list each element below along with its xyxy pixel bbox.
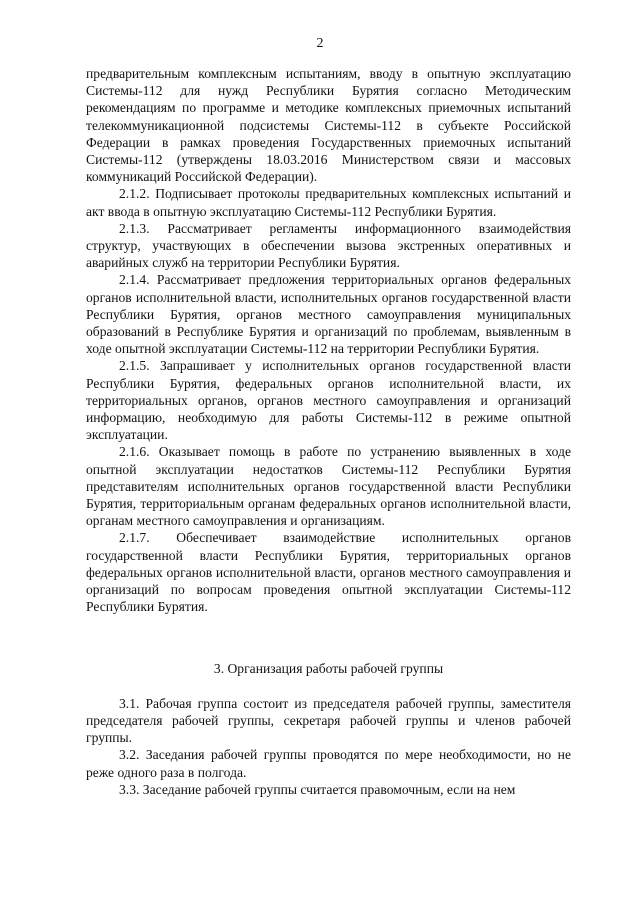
section-title: 3. Организация работы рабочей группы bbox=[213, 660, 444, 676]
page-number: 2 bbox=[316, 36, 324, 51]
paragraph-3-1: 3.1. Рабочая группа состоит из председателя рабочей группы, заместителя председателя рабочей группы, секретаря рабочей группы и членов рабочей группы. bbox=[86, 695, 571, 746]
paragraph-2-1-5: 2.1.5. Запрашивает у исполнительных органов государственной власти Республики Бурятия, федеральных органов исполнительной власти, их территориальных органов, органов местного самоуправления и организаций информацию, необходимую для работы Системы-112 в режиме опытной эксплуатации. bbox=[86, 358, 571, 443]
paragraph-2-1-6: 2.1.6. Оказывает помощь в работе по устранению выявленных в ходе опытной эксплуатации недостатков Системы-112 Республики Бурятия представителям исполнительных органов государственной власти Республики Бурятия, территориальным органам федеральных органов исполнительной власти, органам местного самоуправления и организациям. bbox=[86, 444, 571, 529]
paragraph-2-1-2: 2.1.2. Подписывает протоколы предварительных комплексных испытаний и акт ввода в опытную эксплуатацию Системы-112 Республики Бурятия. bbox=[86, 186, 571, 219]
paragraph-continuation: предварительным комплексным испытаниям, вводу в опытную эксплуатацию Системы-112 для нужд Республики Бурятия согласно Методическим рекомендациям по программе и методике комплексных приемочных испытаний телекоммуникационной подсистемы Системы-112 в субъекте Российской Федерации в рамках проведения Государственных приемочных испытаний Системы-112 (утверждены 18.03.2016 Министерством связи и массовых коммуникаций Российской Федерации). bbox=[86, 66, 571, 185]
paragraph-2-1-7: 2.1.7. Обеспечивает взаимодействие исполнительных органов государственной власти Республики Бурятия, территориальных органов федеральных органов исполнительной власти, органов местного самоуправления и организаций по вопросам проведения опытной эксплуатации Системы-112 Республики Бурятия. bbox=[86, 530, 571, 615]
paragraph-2-1-3: 2.1.3. Рассматривает регламенты информационного взаимодействия структур, участвующих в обеспечении вызова экстренных оперативных и аварийных служб на территории Республики Бурятия. bbox=[86, 220, 571, 271]
document-body bbox=[86, 65, 571, 798]
paragraph-3-3: 3.3. Заседание рабочей группы считается правомочным, если на нем bbox=[119, 781, 516, 797]
paragraph-2-1-4: 2.1.4. Рассматривает предложения территориальных органов федеральных органов исполнительной власти, исполнительных органов государственной власти Республики Бурятия, органов местного самоуправления муниципальных образований в Республике Бурятия и организаций по проблемам, выявленным в ходе опытной эксплуатации Системы-112 на территории Республики Бурятия. bbox=[86, 272, 571, 357]
paragraph-3-2: 3.2. Заседания рабочей группы проводятся по мере необходимости, но не реже одного раза в полгода. bbox=[86, 747, 571, 780]
